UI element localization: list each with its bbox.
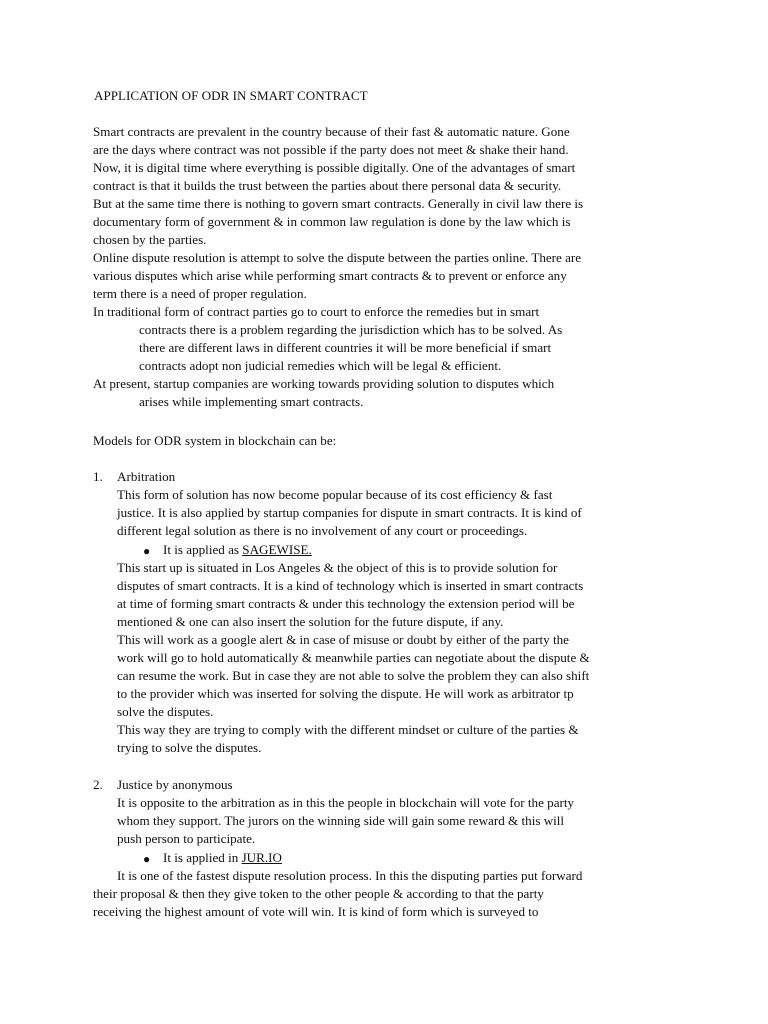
detail-line: receiving the highest amount of vote will win. It is kind of form which is surveyed to xyxy=(93,904,539,919)
intro-line: Smart contracts are prevalent in the country because of their fast & automatic nature. Gone xyxy=(93,124,570,139)
detail-line: trying to solve the disputes. xyxy=(117,740,262,755)
model-paragraph-line: different legal solution as there is no involvement of any court or proceedings. xyxy=(117,523,528,538)
intro-line: arises while implementing smart contracts. xyxy=(139,394,364,409)
detail-line: disputes of smart contracts. It is a kind of technology which is inserted in smart contracts xyxy=(117,578,584,593)
model-paragraph-line: justice. It is also applied by startup companies for dispute in smart contracts. It is kind of xyxy=(117,505,582,520)
detail-line: mentioned & one can also insert the solution for the future dispute, if any. xyxy=(117,614,504,629)
model-paragraph-line: whom they support. The jurors on the winning side will gain some reward & this will xyxy=(117,813,565,828)
bullet-text: It is applied as xyxy=(163,542,243,557)
intro-line: In traditional form of contract parties go to court to enforce the remedies but in smart xyxy=(93,304,540,319)
intro-line: term there is a need of proper regulation. xyxy=(93,286,307,301)
model-title-arbitration: Arbitration xyxy=(117,469,176,484)
intro-line: At present, startup companies are working towards providing solution to disputes which xyxy=(93,376,555,391)
intro-line: Now, it is digital time where everything is possible digitally. One of the advantages of smart xyxy=(93,160,576,175)
model-paragraph-line: This form of solution has now become popular because of its cost efficiency & fast xyxy=(117,487,553,502)
models-heading: Models for ODR system in blockchain can be: xyxy=(93,433,337,448)
document-title: APPLICATION OF ODR IN SMART CONTRACT xyxy=(94,88,368,103)
detail-line: solve the disputes. xyxy=(117,704,214,719)
sagewise-link[interactable]: SAGEWISE. xyxy=(242,542,312,557)
intro-line: chosen by the parties. xyxy=(93,232,207,247)
bullet-item xyxy=(163,849,282,867)
detail-line: This will work as a google alert & in case of misuse or doubt by either of the party the xyxy=(117,632,569,647)
bullet-text: It is applied in xyxy=(163,850,242,865)
detail-line: This start up is situated in Los Angeles & the object of this is to provide solution for xyxy=(117,560,558,575)
intro-line: Online dispute resolution is attempt to solve the dispute between the parties online. There are xyxy=(93,250,582,265)
intro-line: But at the same time there is nothing to govern smart contracts. Generally in civil law there is xyxy=(93,196,584,211)
jurio-link[interactable]: JUR.IO xyxy=(241,850,282,865)
bullet-icon: ● xyxy=(143,544,151,558)
intro-line: various disputes which arise while performing smart contracts & to prevent or enforce any xyxy=(93,268,567,283)
intro-line: there are different laws in different countries it will be more beneficial if smart xyxy=(139,340,552,355)
model-title-justice: Justice by anonymous xyxy=(117,777,233,792)
bullet-item xyxy=(163,541,312,559)
detail-line: This way they are trying to comply with the different mindset or culture of the parties & xyxy=(117,722,579,737)
detail-line: It is one of the fastest dispute resolution process. In this the disputing parties put forward xyxy=(117,868,583,883)
intro-line: are the days where contract was not possible if the party does not meet & shake their hand. xyxy=(93,142,569,157)
detail-line: their proposal & then they give token to the other people & according to that the party xyxy=(93,886,544,901)
detail-line: at time of forming smart contracts & under this technology the extension period will be xyxy=(117,596,575,611)
model-paragraph-line: It is opposite to the arbitration as in this the people in blockchain will vote for the party xyxy=(117,795,575,810)
intro-line: contract is that it builds the trust between the parties about there personal data & security. xyxy=(93,178,562,193)
detail-line: work will go to hold automatically & meanwhile parties can negotiate about the dispute & xyxy=(117,650,590,665)
list-number: 2. xyxy=(93,777,103,792)
model-paragraph-line: push person to participate. xyxy=(117,831,256,846)
list-number: 1. xyxy=(93,469,103,484)
bullet-icon: ● xyxy=(143,852,151,866)
intro-line: contracts there is a problem regarding the jurisdiction which has to be solved. As xyxy=(139,322,563,337)
detail-line: can resume the work. But in case they are not able to solve the problem they can also shift xyxy=(117,668,590,683)
intro-line: contracts adopt non judicial remedies which will be legal & efficient. xyxy=(139,358,502,373)
detail-line: to the provider which was inserted for solving the dispute. He will work as arbitrator tp xyxy=(117,686,574,701)
intro-line: documentary form of government & in common law regulation is done by the law which is xyxy=(93,214,571,229)
